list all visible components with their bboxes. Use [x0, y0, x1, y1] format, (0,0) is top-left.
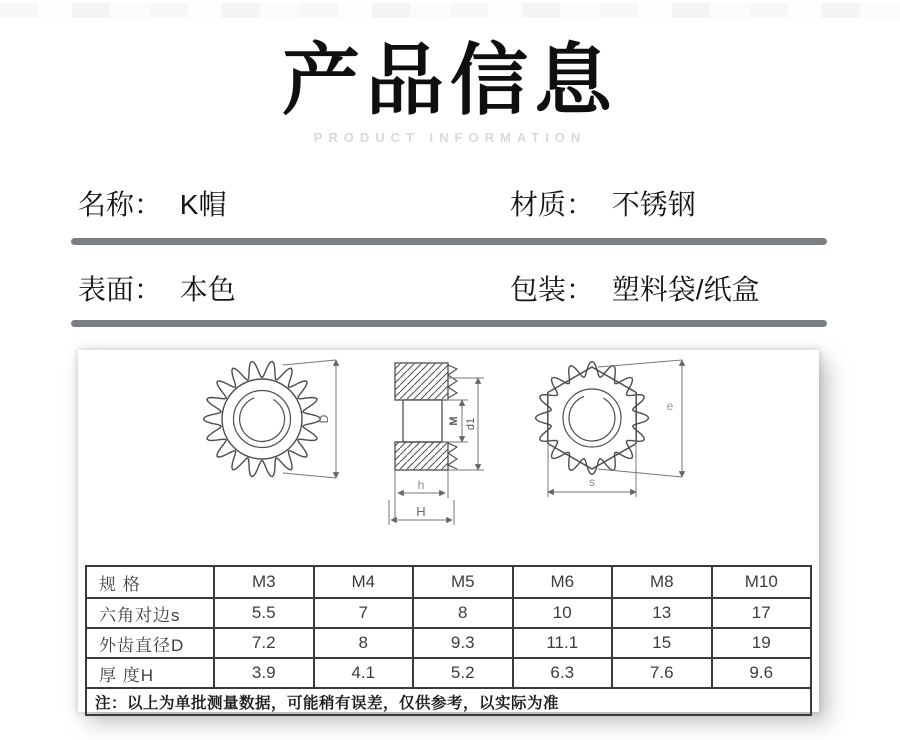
spec-value-cell: 3.9 — [214, 658, 314, 688]
info-fields-row-1 — [78, 183, 828, 223]
spec-value-cell: 9.6 — [712, 658, 812, 688]
spec-header-cell: M3 — [214, 566, 314, 598]
dimension-label-D: D — [317, 414, 331, 424]
spec-header-cell: M4 — [314, 566, 414, 598]
spec-value-cell: 15 — [612, 628, 712, 658]
field-material-label: 材质： — [510, 189, 595, 220]
spec-data-row — [86, 628, 811, 658]
spec-data-row — [86, 598, 811, 628]
dimension-label-H: H — [416, 504, 426, 519]
spec-table — [85, 565, 812, 716]
spec-value-cell: 11.1 — [513, 628, 613, 658]
field-surface — [78, 268, 236, 308]
spec-value-cell: 10 — [513, 598, 613, 628]
k-nut-technical-drawing — [78, 350, 819, 565]
spec-value-cell: 5.5 — [214, 598, 314, 628]
spec-row-label: 厚 度H — [86, 658, 214, 688]
field-packaging-value: 塑料袋/纸盒 — [611, 274, 760, 305]
spec-value-cell: 7.2 — [214, 628, 314, 658]
spec-note-row — [86, 688, 811, 715]
field-name-label: 名称： — [78, 189, 163, 220]
dimension-label-M: M — [448, 416, 460, 426]
divider-line-1 — [71, 238, 827, 245]
page-title: 产品信息 — [281, 36, 618, 124]
top-view-figure — [536, 362, 649, 475]
spec-header-cell: M8 — [612, 566, 712, 598]
field-surface-label: 表面： — [78, 274, 163, 305]
page-subtitle: PRODUCT INFORMATION — [313, 130, 587, 145]
spec-value-cell: 7 — [314, 598, 414, 628]
dimension-label-h: h — [417, 478, 425, 492]
spec-row-label: 外齿直径D — [86, 628, 214, 658]
dimension-label-s: s — [589, 475, 595, 489]
spec-header-cell: 规 格 — [86, 566, 214, 598]
spec-row-label: 六角对边s — [86, 598, 214, 628]
spec-header-cell: M10 — [712, 566, 812, 598]
spec-header-cell: M6 — [513, 566, 613, 598]
spec-value-cell: 17 — [712, 598, 812, 628]
dimension-label-d1: d1 — [465, 417, 477, 431]
field-name-value: K帽 — [179, 189, 227, 220]
field-material — [510, 183, 696, 223]
spec-value-cell: 19 — [712, 628, 812, 658]
field-surface-value: 本色 — [179, 274, 236, 305]
info-fields-row-2 — [78, 268, 828, 308]
field-packaging — [510, 268, 760, 308]
spec-header-row — [86, 566, 811, 598]
spec-value-cell: 8 — [413, 598, 513, 628]
spec-note-cell: 注：以上为单批测量数据，可能稍有误差，仅供参考，以实际为准 — [86, 688, 811, 715]
spec-data-row — [86, 658, 811, 688]
spec-value-cell: 9.3 — [413, 628, 513, 658]
field-material-value: 不锈钢 — [611, 189, 696, 220]
dimension-label-e: e — [666, 399, 674, 413]
front-view-figure — [204, 361, 321, 476]
spec-value-cell: 5.2 — [413, 658, 513, 688]
spec-header-cell: M5 — [413, 566, 513, 598]
spec-value-cell: 7.6 — [612, 658, 712, 688]
spec-value-cell: 13 — [612, 598, 712, 628]
cropped-top-content-strip — [0, 3, 900, 18]
field-packaging-label: 包装： — [510, 274, 595, 305]
spec-value-cell: 4.1 — [314, 658, 414, 688]
spec-value-cell: 6.3 — [513, 658, 613, 688]
technical-sheet-panel — [78, 350, 819, 712]
spec-value-cell: 8 — [314, 628, 414, 658]
field-name — [78, 183, 226, 223]
section-view-figure — [395, 363, 457, 518]
divider-line-2 — [71, 320, 827, 327]
